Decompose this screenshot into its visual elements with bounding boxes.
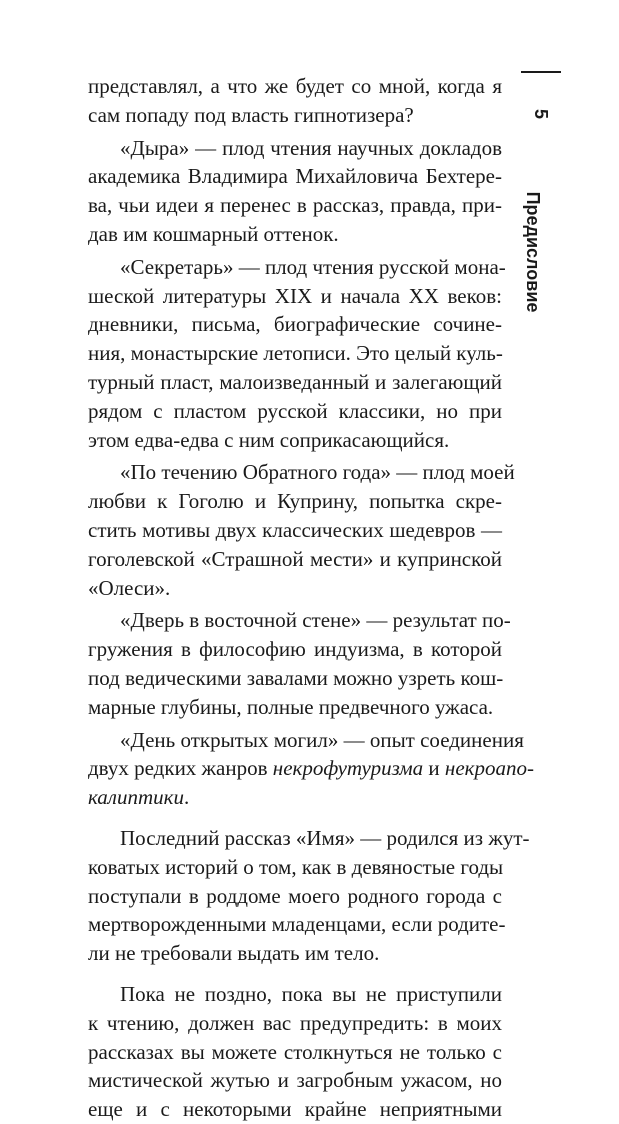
text-line: коватых историй о том, как в девяностые годы [88, 854, 504, 879]
text-line [88, 754, 534, 783]
text-line: еще и с некоторыми крайне неприятными [88, 1097, 502, 1122]
text-segment: двух редких жанров [88, 756, 273, 781]
text-line: гоголевской «Страшной мести» и купринской [88, 546, 502, 571]
text-line: рассказах вы можете столкнуться не только с [88, 1039, 502, 1064]
genre-term: некрофутуризма [272, 756, 424, 781]
running-title: Предисловие [523, 191, 543, 313]
text-line: «Дверь в восточной стене» — результат по- [120, 608, 511, 633]
text-segment: и [423, 756, 445, 781]
text-line: ния, монастырские летописи. Это целый куль- [88, 341, 503, 366]
text-line: гружения в философию индуизма, в которой [88, 637, 502, 662]
text-line: к чтению, должен вас предупредить: в моих [88, 1010, 502, 1035]
text-line: сам попаду под власть гипнотизера? [88, 102, 414, 127]
genre-term: некроапо- [444, 756, 534, 781]
page-number: 5 [531, 108, 551, 119]
text-line: рядом с пластом русской классики, но при [88, 398, 502, 423]
text-line: ва, чьи идеи я перенес в рассказ, правда, при- [88, 193, 502, 218]
text-line: под ведическими завалами можно узреть кош- [88, 665, 504, 690]
text-segment: . [183, 785, 190, 810]
text-line: поступали в роддоме моего родного города с [88, 883, 502, 908]
text-line: мертворожденными младенцами, если родите- [88, 912, 506, 937]
text-line: «Дыра» — плод чтения научных докладов [120, 135, 502, 160]
text-line: этом едва-едва с ним соприкасающийся. [88, 427, 450, 452]
text-line: представлял, а что же будет со мной, когда я [88, 74, 502, 98]
text-line: дневники, письма, биографические сочине- [88, 312, 502, 337]
text-line: дав им кошмарный оттенок. [88, 221, 339, 246]
text-line: «Секретарь» — плод чтения русской мона- [120, 254, 506, 279]
header-rule [521, 71, 561, 73]
text-line: Пока не поздно, пока вы не приступили [120, 981, 502, 1006]
text-line: ли не требовали выдать им тело. [88, 941, 380, 966]
text-line: «Олеси». [88, 575, 171, 600]
text-line: шеской литературы XIX и начала XX веков: [88, 283, 502, 308]
text-line: любви к Гоголю и Куприну, попытка скре- [88, 489, 502, 514]
text-line: стить мотивы двух классических шедевров — [88, 517, 502, 542]
text-line: «День открытых могил» — опыт соединения [120, 727, 524, 752]
text-line: мистической жутью и загробным ужасом, но [88, 1068, 502, 1093]
text-line: турный пласт, малоизведанный и залегающий [88, 369, 502, 394]
genre-term: калиптики [88, 785, 184, 810]
text-line: академика Владимира Михайловича Бехтере- [88, 164, 502, 189]
text-line: Последний рассказ «Имя» — родился из жут- [120, 825, 530, 850]
text-line: «По течению Обратного года» — плод моей [120, 460, 515, 485]
text-line [88, 783, 502, 812]
text-line: марные глубины, полные предвечного ужаса. [88, 694, 494, 719]
